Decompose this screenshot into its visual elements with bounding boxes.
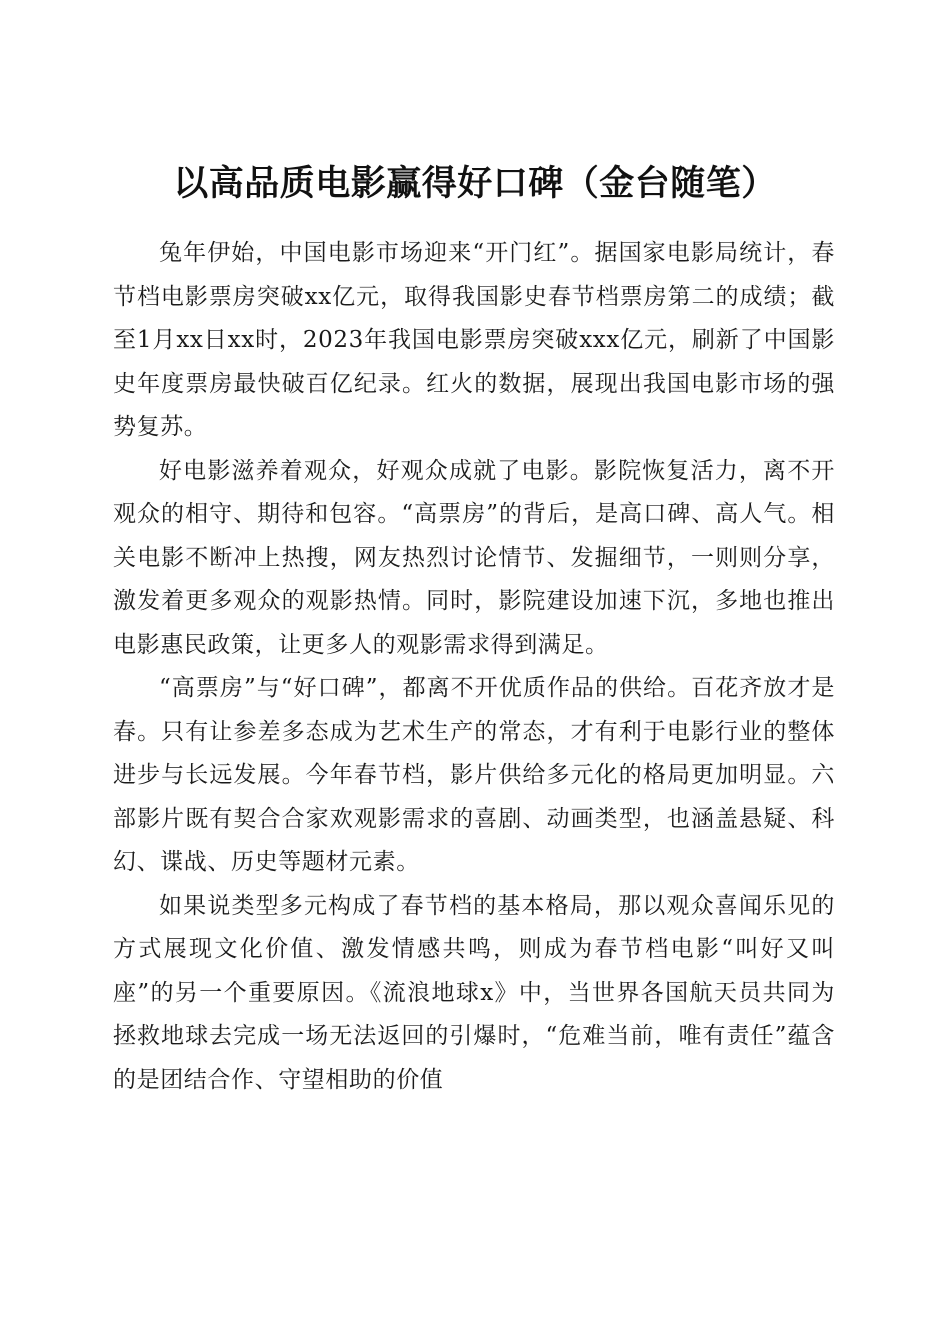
paragraph-3: “高票房”与“好口碑”，都离不开优质作品的供给。百花齐放才是春。只有让参差多态成为艺术生产的常态，才有利于电影行业的整体进步与长远发展。今年春节档，影片供给多元化的格局更加明显。六部影片既有契合合家欢观影需求的喜剧、动画类型，也涵盖悬疑、科幻、谍战、历史等题材元素。 — [113, 675, 835, 875]
paragraph-1: 兔年伊始，中国电影市场迎来“开门红”。据国家电影局统计，春节档电影票房突破xx亿元，取得我国影史春节档票房第二的成绩；截至1月xx日xx时，2023年我国电影票房突破xxx亿元，刷新了中国影史年度票房最快破百亿纪录。红火的数据，展现出我国电影市场的强势复苏。 — [113, 240, 835, 440]
article-title: 以高品质电影赢得好口碑（金台随笔） — [173, 163, 777, 205]
paragraph-4: 如果说类型多元构成了春节档的基本格局，那以观众喜闻乐见的方式展现文化价值、激发情感共鸣，则成为春节档电影“叫好又叫座”的另一个重要原因。《流浪地球x》中，当世界各国航天员共同为拯救地球去完成一场无法返回的引爆时，“危难当前，唯有责任”蕴含的是团结合作、守望相助的价值 — [113, 892, 835, 1093]
article-body — [113, 232, 835, 1102]
paragraph-2: 好电影滋养着观众，好观众成就了电影。影院恢复活力，离不开观众的相守、期待和包容。“高票房”的背后，是高口碑、高人气。相关电影不断冲上热搜，网友热烈讨论情节、发掘细节，一则则分享，激发着更多观众的观影热情。同时，影院建设加速下沉，多地也推出电影惠民政策，让更多人的观影需求得到满足。 — [113, 457, 835, 658]
